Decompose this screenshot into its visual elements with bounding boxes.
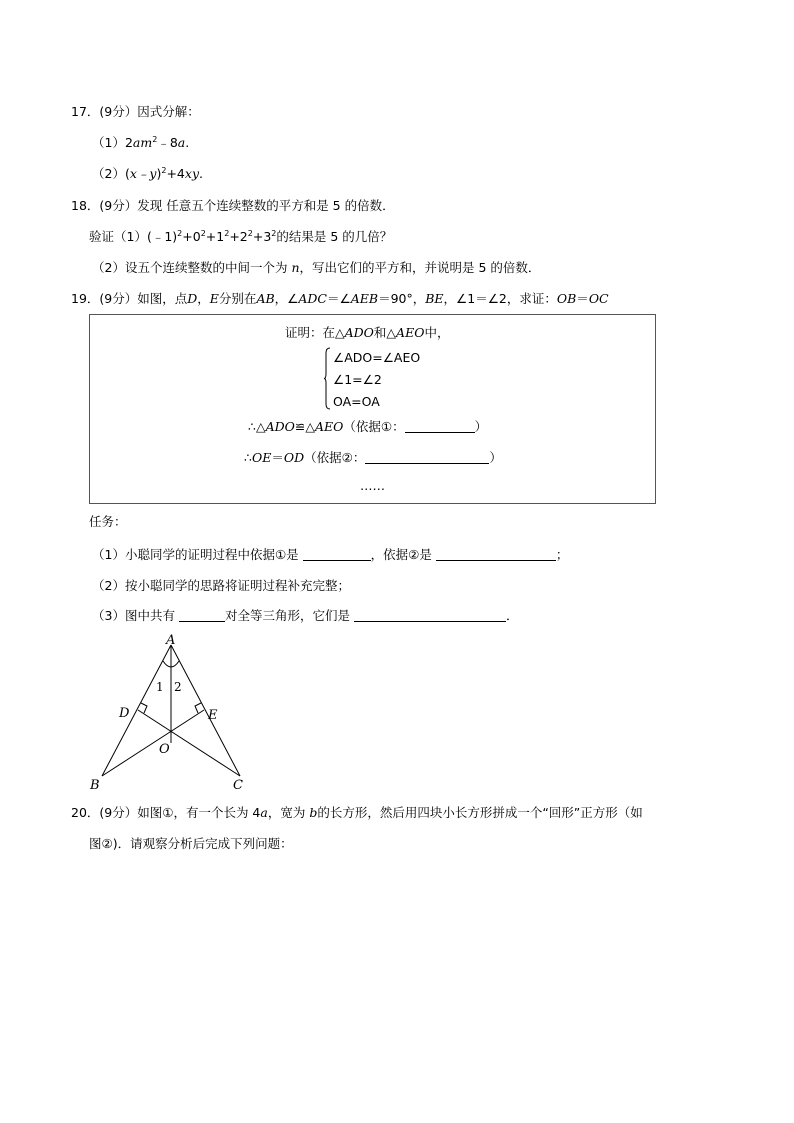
task-3: （3）图中共有 对全等三角形，它们是 ． <box>92 608 519 623</box>
q20-line2: 图②)．请观察分析后完成下列问题： <box>89 836 293 851</box>
proof-condition-2: ∠1=∠2 <box>333 372 382 387</box>
label-d: D <box>119 706 130 721</box>
basis-1-blank[interactable] <box>405 420 475 433</box>
q17-heading: 17．(9分）因式分解： <box>71 104 200 119</box>
q19-heading: 19．(9分）如图，点D，E分别在AB，∠ADC＝∠AEB＝90°，BE，∠1＝∠2，求证：OB＝OC <box>71 291 609 306</box>
brace-symbol <box>324 347 330 410</box>
task1-blank-1[interactable] <box>303 548 371 561</box>
q20-line1: 20．(9分）如图①，有一个长为 4a，宽为 b的长方形，然后用四块小长方形拼成一个“回形”正方形（如 <box>71 805 643 820</box>
proof-condition-3: OA=OA <box>333 394 380 409</box>
proof-condition-1: ∠ADO=∠AEO <box>333 350 421 365</box>
q18-verify: 验证$(1)(﹣1)^2+0^2+1^2+2^2+3^2$的结果是 5 的几倍？ <box>89 229 393 244</box>
q18-part2: （2）设五个连续整数的中间一个为 n，写出它们的平方和，并说明是 5 的倍数． <box>92 260 541 275</box>
right-angle-d <box>141 703 147 713</box>
task3-blank-1[interactable] <box>179 609 225 622</box>
proof-box <box>89 314 656 504</box>
angle-arc-1 <box>163 661 171 667</box>
q18-heading: 18．(9分）发现 任意五个连续整数的平方和是 5 的倍数． <box>71 198 395 213</box>
task-label: 任务： <box>89 514 127 529</box>
q17-part2: （2）(x﹣y)$^2$+4xy. <box>92 166 203 181</box>
angle-arc-2 <box>171 661 179 667</box>
label-c: C <box>233 778 243 793</box>
task3-blank-2[interactable] <box>354 609 506 622</box>
label-e: E <box>208 708 218 723</box>
proof-congruence: ∴△ADO≌△AEO（依据①： ） <box>248 419 488 434</box>
task1-blank-2[interactable] <box>436 548 556 561</box>
basis-2-blank[interactable] <box>365 451 489 464</box>
label-angle-1: 1 <box>156 680 164 694</box>
label-o: O <box>159 742 170 757</box>
label-b: B <box>90 778 100 793</box>
proof-ellipsis: …… <box>360 478 385 493</box>
segment-ac <box>171 645 240 776</box>
q17-part1: $(1)2am^2﹣8a$. <box>92 135 190 150</box>
label-a: A <box>166 633 176 648</box>
right-angle-e <box>195 703 201 713</box>
task-1: （1）小聪同学的证明过程中依据①是 ，依据②是 ； <box>92 547 569 562</box>
proof-equal-sides: ∴OE＝OD（依据②： ） <box>244 450 502 465</box>
label-angle-2: 2 <box>174 680 182 694</box>
geometry-figure <box>85 633 260 793</box>
proof-intro: 证明：在△ADO和△AEO中， <box>285 325 450 340</box>
task-2: （2）按小聪同学的思路将证明过程补充完整； <box>92 578 350 593</box>
